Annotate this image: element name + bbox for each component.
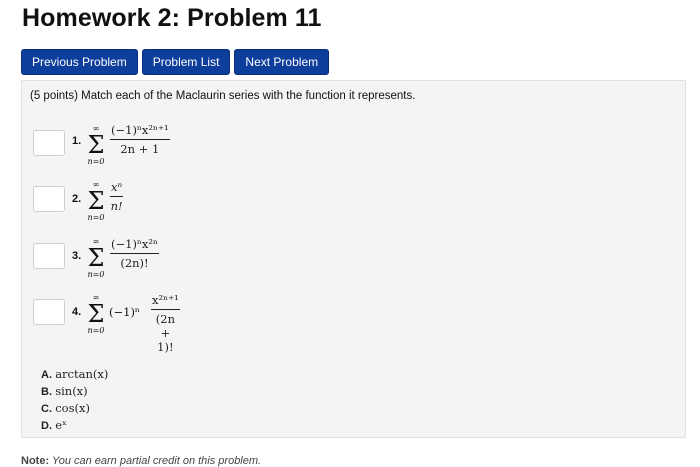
answer-input-4[interactable] [33,299,65,325]
series-number: 1. [72,135,82,147]
problem-intro: (5 points) Match each of the Maclaurin series with the function it represents. [30,90,416,102]
series-fraction [110,237,159,270]
page-title: Homework 2: Problem 11 [22,4,322,32]
answer-input-3[interactable] [33,243,65,269]
answer-input-1[interactable] [33,130,65,156]
problem-panel [21,80,686,438]
numerator: (−1)ⁿx²ⁿ⁺¹ [111,123,169,137]
denominator: n! [110,199,123,213]
series-fraction [110,123,170,156]
denominator: 2n + 1 [120,142,160,156]
problem-nav [21,49,329,75]
series-fraction [151,293,180,354]
numerator: x²ⁿ⁺¹ [152,293,179,307]
denominator: (2n)! [120,256,149,270]
summation-symbol: ∞ Σ n=0 [87,293,105,335]
answer-input-2[interactable] [33,186,65,212]
partial-credit-note: Note: You can earn partial credit on this problem. [21,455,262,467]
choice-d: D. eˣ [41,418,67,432]
summation-symbol: ∞ Σ n=0 [87,180,105,222]
series-number: 2. [72,193,82,205]
problem-list-button[interactable]: Problem List [142,49,231,75]
series-number: 3. [72,250,82,262]
series-number: 4. [72,306,82,318]
answer-choices [41,366,108,434]
denominator: (2n + 1)! [155,312,175,354]
previous-problem-button[interactable]: Previous Problem [21,49,138,75]
summation-symbol: ∞ Σ n=0 [87,124,105,166]
choice-a: A. arctan(x) [41,367,109,381]
series-fraction [110,180,123,213]
choice-b: B. sin(x) [41,384,88,398]
next-problem-button[interactable]: Next Problem [234,49,329,75]
numerator: (−1)ⁿx²ⁿ [111,237,158,251]
numerator: xⁿ [111,180,123,194]
choice-c: C. cos(x) [41,401,90,415]
series-prefix: (−1)ⁿ [109,305,140,319]
summation-symbol: ∞ Σ n=0 [87,237,105,279]
